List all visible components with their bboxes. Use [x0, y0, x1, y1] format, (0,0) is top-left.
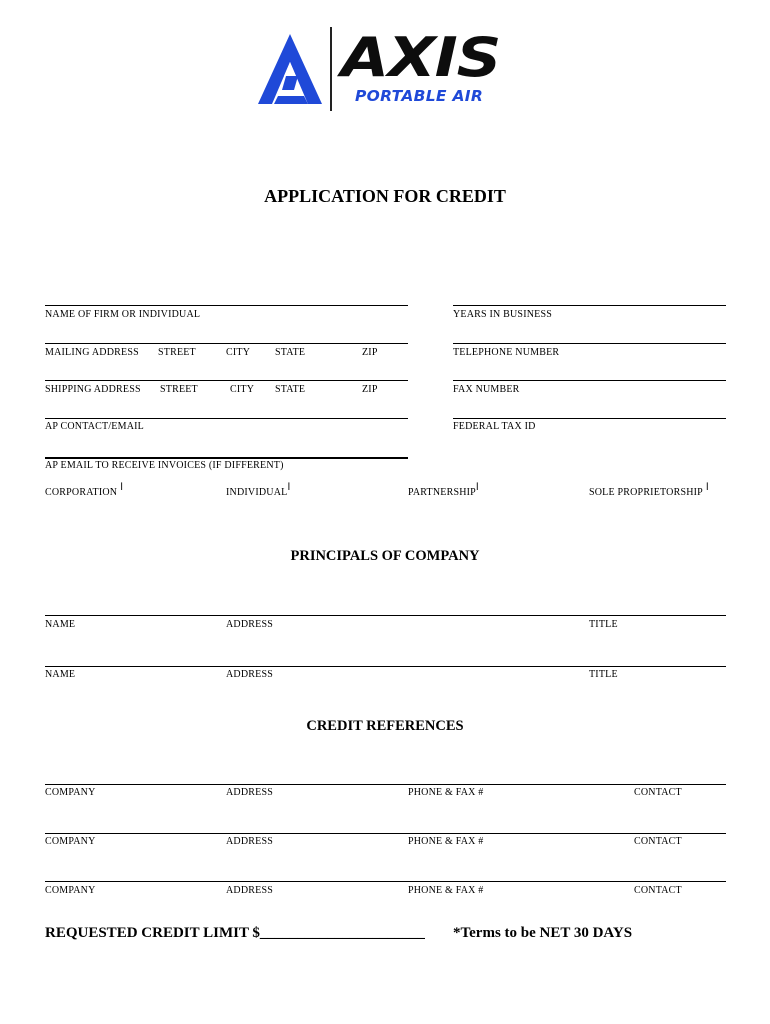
principal-row-2-line[interactable]	[45, 666, 726, 667]
partnership-option[interactable]	[408, 482, 479, 499]
reference-3-contact-label: CONTACT	[634, 885, 682, 896]
reference-1-phone-label: PHONE & FAX #	[408, 787, 484, 798]
reference-2-address-label: ADDRESS	[226, 836, 273, 847]
telephone-label: TELEPHONE NUMBER	[453, 347, 560, 358]
principal-1-address-label: ADDRESS	[226, 619, 273, 630]
tax-id-line[interactable]	[453, 418, 726, 419]
reference-2-company-label: COMPANY	[45, 836, 96, 847]
reference-2-contact-label: CONTACT	[634, 836, 682, 847]
reference-3-address-label: ADDRESS	[226, 885, 273, 896]
logo-tagline: PORTABLE AIR	[355, 87, 484, 105]
reference-row-3-line[interactable]	[45, 881, 726, 882]
corporation-option[interactable]	[45, 482, 123, 499]
reference-1-company-label: COMPANY	[45, 787, 96, 798]
fax-label: FAX NUMBER	[453, 384, 520, 395]
partnership-label: PARTNERSHIP	[408, 487, 476, 498]
corporation-label: CORPORATION	[45, 487, 118, 498]
mailing-address-line[interactable]	[45, 343, 408, 344]
telephone-line[interactable]	[453, 343, 726, 344]
ap-contact-line[interactable]	[45, 418, 408, 419]
ap-email-line[interactable]	[45, 457, 408, 459]
reference-1-address-label: ADDRESS	[226, 787, 273, 798]
individual-label: INDIVIDUAL	[226, 487, 288, 498]
reference-row-2-line[interactable]	[45, 833, 726, 834]
years-in-business-line[interactable]	[453, 305, 726, 306]
reference-row-1-line[interactable]	[45, 784, 726, 785]
sole-proprietorship-checkbox[interactable]: ا	[705, 482, 709, 493]
shipping-state-label: STATE	[275, 384, 306, 395]
shipping-city-label: CITY	[230, 384, 255, 395]
principal-1-title-label: TITLE	[589, 619, 618, 630]
tax-id-label: FEDERAL TAX ID	[453, 421, 536, 432]
fax-line[interactable]	[453, 380, 726, 381]
axis-logo-mark-icon	[256, 32, 324, 106]
mailing-state-label: STATE	[275, 347, 306, 358]
sole-proprietorship-label: SOLE PROPRIETORSHIP	[589, 487, 703, 498]
mailing-zip-label: ZIP	[362, 347, 378, 358]
shipping-address-label: SHIPPING ADDRESS	[45, 384, 141, 395]
individual-option[interactable]	[226, 482, 291, 499]
mailing-city-label: CITY	[226, 347, 251, 358]
shipping-address-line[interactable]	[45, 380, 408, 381]
principal-2-title-label: TITLE	[589, 669, 618, 680]
principal-row-1-line[interactable]	[45, 615, 726, 616]
form-title: APPLICATION FOR CREDIT	[264, 186, 506, 206]
credit-references-heading: CREDIT REFERENCES	[306, 718, 464, 734]
requested-credit-limit[interactable]: REQUESTED CREDIT LIMIT $______________________	[45, 925, 425, 941]
shipping-street-label: STREET	[160, 384, 198, 395]
principal-1-name-label: NAME	[45, 619, 76, 630]
firm-name-label: NAME OF FIRM OR INDIVIDUAL	[45, 309, 201, 320]
partnership-checkbox[interactable]: ا	[475, 482, 479, 493]
logo-brand: AXIS	[341, 26, 501, 89]
logo-divider	[330, 27, 332, 111]
principals-heading: PRINCIPALS OF COMPANY	[290, 548, 480, 564]
principal-2-address-label: ADDRESS	[226, 669, 273, 680]
mailing-address-label: MAILING ADDRESS	[45, 347, 139, 358]
years-in-business-label: YEARS IN BUSINESS	[453, 309, 552, 320]
firm-name-line[interactable]	[45, 305, 408, 306]
shipping-zip-label: ZIP	[362, 384, 378, 395]
reference-3-phone-label: PHONE & FAX #	[408, 885, 484, 896]
reference-3-company-label: COMPANY	[45, 885, 96, 896]
sole-proprietorship-option[interactable]	[589, 482, 709, 499]
corporation-checkbox[interactable]: ا	[120, 482, 123, 493]
reference-2-phone-label: PHONE & FAX #	[408, 836, 484, 847]
ap-email-label: AP EMAIL TO RECEIVE INVOICES (IF DIFFERENT)	[45, 460, 284, 471]
individual-checkbox[interactable]: ا	[287, 482, 291, 493]
reference-1-contact-label: CONTACT	[634, 787, 682, 798]
mailing-street-label: STREET	[158, 347, 196, 358]
payment-terms: *Terms to be NET 30 DAYS	[453, 925, 633, 941]
ap-contact-label: AP CONTACT/EMAIL	[45, 421, 144, 432]
principal-2-name-label: NAME	[45, 669, 76, 680]
